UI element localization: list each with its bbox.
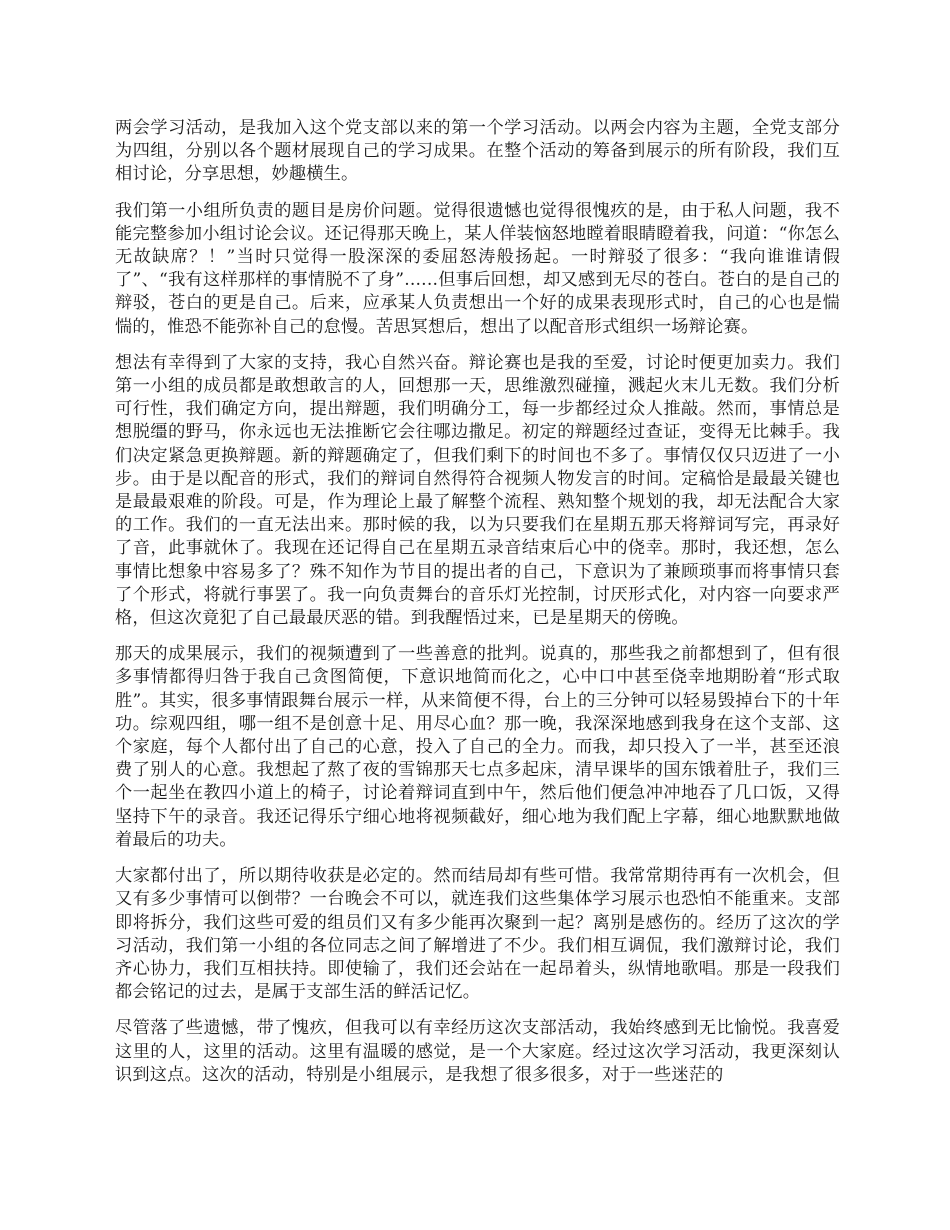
document-body — [115, 117, 840, 1100]
paragraph-5: 大家都付出了，所以期待收获是必定的。然而结局却有些可惜。我常常期待再有一次机会，但又有多少事情可以倒带？一台晚会不可以，就连我们这些集体学习展示也恐怕不能重来。支部即将拆分，我们这些可爱的组员们又有多少能再次聚到一起？离别是感伤的。经历了这次的学习活动，我们第一小组的各位同志之间了解增进了不少。我们相互调侃，我们激辩讨论，我们齐心协力，我们互相扶持。即使输了，我们还会站在一起昂着头，纵情地歌唱。那是一段我们都会铭记的过去，是属于支部生活的鲜活记忆。 — [115, 866, 840, 1003]
paragraph-4: 那天的成果展示，我们的视频遭到了一些善意的批判。说真的，那些我之前都想到了，但有很多事情都得归咎于我自己贪图简便，下意识地简而化之，心中口中甚至侥幸地期盼着“形式取胜”。其实，很多事情跟舞台展示一样，从来简便不得，台上的三分钟可以轻易毁掉台下的十年功。综观四组，哪一组不是创意十足、用尽心血？那一晚，我深深地感到我身在这个支部、这个家庭，每个人都付出了自己的心意，投入了自己的全力。而我，却只投入了一半，甚至还浪费了别人的心意。我想起了熬了夜的雪锦那天七点多起床，清早课毕的国东饿着肚子，我们三个一起坐在教四小道上的椅子，讨论着辩词直到中午，然后他们便急冲冲地吞了几口饭，又得坚持下午的录音。我还记得乐宁细心地将视频截好，细心地为我们配上字幕，细心地默默地做着最后的功夫。 — [115, 644, 840, 850]
paragraph-6: 尽管落了些遗憾，带了愧疚，但我可以有幸经历这次支部活动，我始终感到无比愉悦。我喜爱这里的人，这里的活动。这里有温暖的感觉，是一个大家庭。经过这次学习活动，我更深刻认识到这点。这次的活动，特别是小组展示，是我想了很多很多，对于一些迷茫的 — [115, 1018, 840, 1085]
paragraph-3: 想法有幸得到了大家的支持，我心自然兴奋。辩论赛也是我的至爱，讨论时便更加卖力。我们第一小组的成员都是敢想敢言的人，回想那一天，思维激烈碰撞，溅起火末儿无数。我们分析可行性，我们确定方向，提出辩题，我们明确分工，每一步都经过众人推敲。然而，事情总是想脱缰的野马，你永远也无法推断它会往哪边撒足。初定的辩题经过查证，变得无比棘手。我们决定紧急更换辩题。新的辩题确定了，但我们剩下的时间也不多了。事情仅仅只迈进了一小步。由于是以配音的形式，我们的辩词自然得符合视频人物发言的时间。定稿恰是最最关键也是最最艰难的阶段。可是，作为理论上最了解整个流程、熟知整个规划的我，却无法配合大家的工作。我们的一直无法出来。那时候的我，以为只要我们在星期五那天将辩词写完，再录好了音，此事就休了。我现在还记得自己在星期五录音结束后心中的侥幸。那时，我还想，怎么事情比想象中容易多了？殊不知作为节目的提出者的自己，下意识为了兼顾琐事而将事情只套了个形式，将就行事罢了。我一向负责舞台的音乐灯光控制，讨厌形式化，对内容一向要求严格，但这次竟犯了自己最最厌恶的错。到我醒悟过来，已是星期天的傍晚。 — [115, 352, 840, 629]
paragraph-1: 两会学习活动，是我加入这个党支部以来的第一个学习活动。以两会内容为主题，全党支部分为四组，分别以各个题材展现自己的学习成果。在整个活动的筹备到展示的所有阶段，我们互相讨论，分享思想，妙趣横生。 — [115, 118, 840, 185]
paragraph-2: 我们第一小组所负责的题目是房价问题。觉得很遗憾也觉得很愧疚的是，由于私人问题，我不能完整参加小组讨论会议。还记得那天晚上，某人佯装恼怒地瞠着眼睛瞪着我，问道：“你怎么无故缺席？！”当时只觉得一股深深的委屈怒涛般扬起。一时辩驳了很多：“我向谁谁请假了”、“我有这样那样的事情脱不了身”......但事后回想，却又感到无尽的苍白。苍白的是自己的辩驳，苍白的更是自己。后来，应承某人负责想出一个好的成果表现形式时，自己的心也是惴惴的，惟恐不能弥补自己的怠慢。苦思冥想后，想出了以配音形式组织一场辩论赛。 — [115, 200, 840, 337]
